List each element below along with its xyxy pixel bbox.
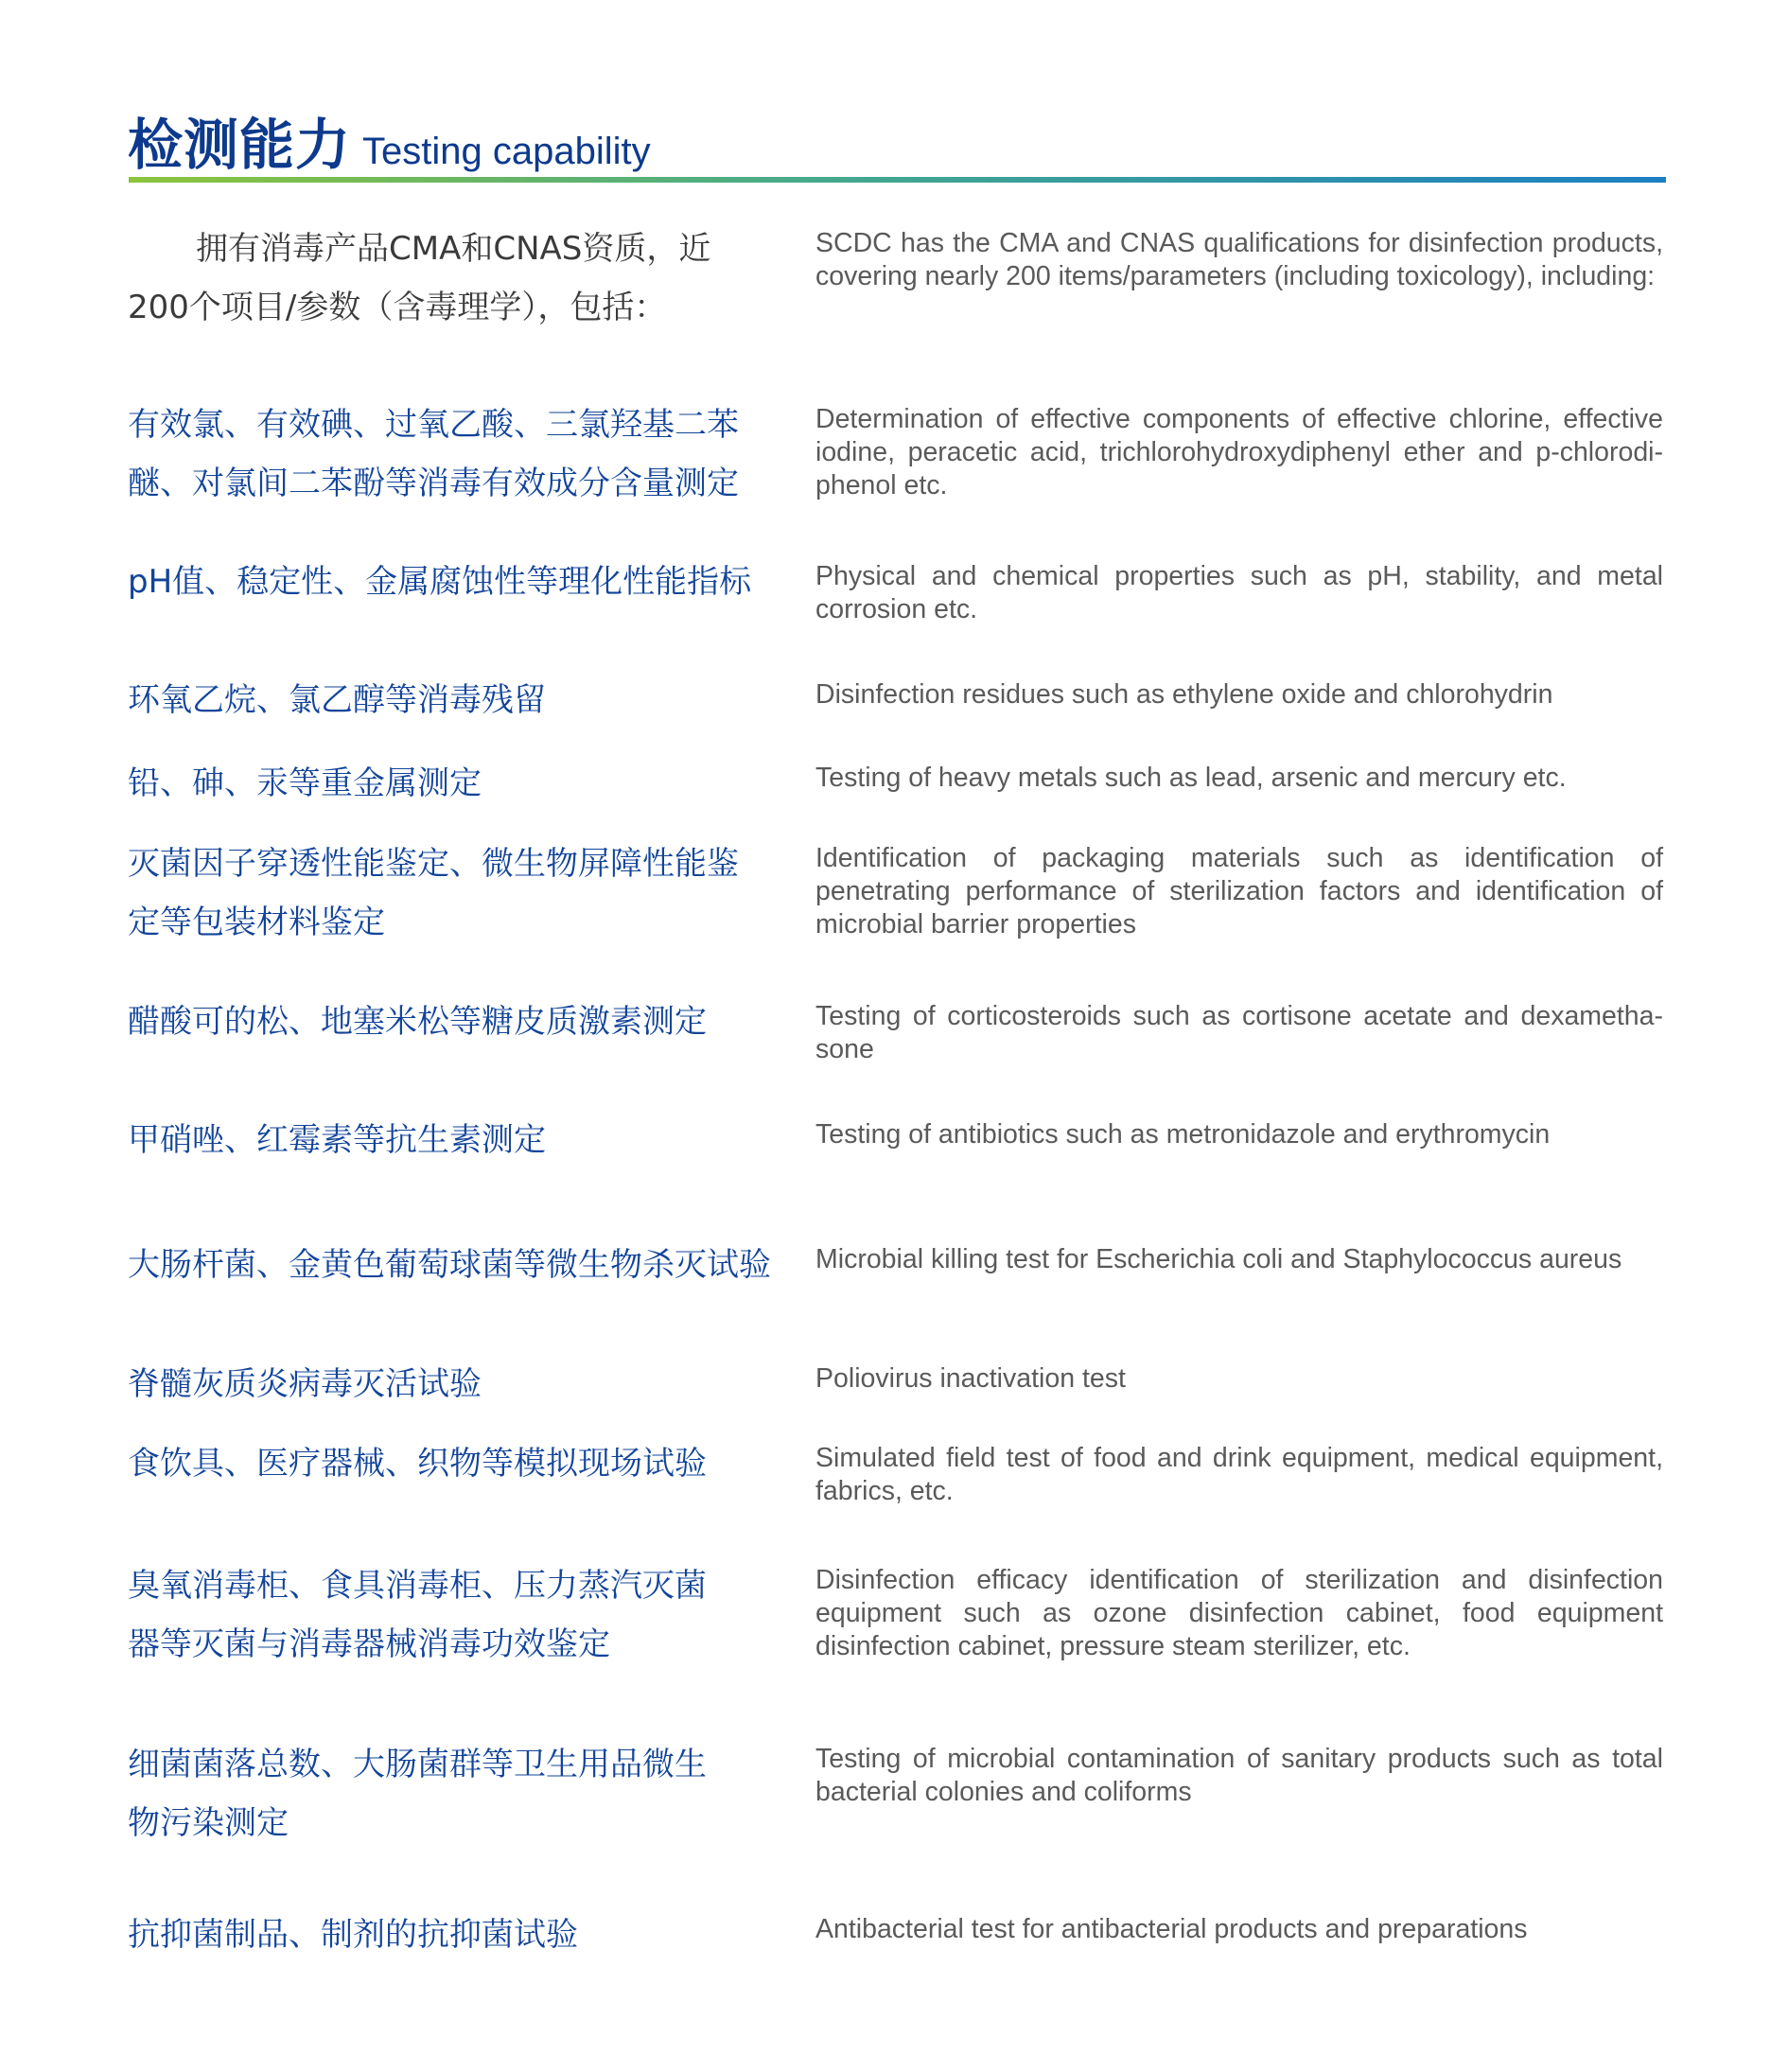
page-title <box>128 100 651 180</box>
item-en: Microbial killing test for Escherichia coli and Staphylococcus aureus <box>815 1244 1622 1274</box>
item-cn: 灭菌因子穿透性能鉴定、微生物屏障性能鉴 定等包装材料鉴定 <box>128 845 739 941</box>
item-en: Disinfection efficacy identification of sterilization and disinfection equipment such as ozone disinfection cabinet, food equipment disinfection cabinet, pressure steam sterilizer, etc. <box>815 1565 1663 1661</box>
item-cn: 臭氧消毒柜、食具消毒柜、压力蒸汽灭菌 器等灭菌与消毒器械消毒功效鉴定 <box>128 1567 707 1663</box>
item-en: Simulated field test of food and drink equipment, medical equipment, fabrics, etc. <box>815 1443 1663 1506</box>
item-cn: 有效氯、有效碘、过氧乙酸、三氯羟基二苯 醚、对氯间二苯酚等消毒有效成分含量测定 <box>128 406 739 502</box>
item-en: Determination of effective components of effective chlorine, effective iodine, peracetic acid, trichlorohydroxydiphenyl ether and p-chlorodi-phenol etc. <box>815 404 1663 500</box>
title-underline <box>129 177 1666 183</box>
item-cn: 脊髓灰质炎病毒灭活试验 <box>128 1365 482 1403</box>
item-cn: 细菌菌落总数、大肠菌群等卫生用品微生 物污染测定 <box>128 1746 707 1842</box>
intro-en: SCDC has the CMA and CNAS qualifications for disinfection products, covering nearly 200 items/parameters (including toxicology), including: <box>815 228 1663 291</box>
item-en: Poliovirus inactivation test <box>815 1363 1126 1394</box>
item-en: Identification of packaging materials such as identification of penetrating performance of sterilization factors and identification of microbial barrier properties <box>815 843 1663 939</box>
page-title-en: Testing capability <box>362 131 651 172</box>
item-cn: 铅、砷、汞等重金属测定 <box>128 764 482 802</box>
item-cn: pH值、稳定性、金属腐蚀性等理化性能指标 <box>128 563 752 601</box>
item-cn: 食饮具、医疗器械、织物等模拟现场试验 <box>128 1445 707 1483</box>
item-cn: 环氧乙烷、氯乙醇等消毒残留 <box>128 681 546 719</box>
item-cn: 大肠杆菌、金黄色葡萄球菌等微生物杀灭试验 <box>128 1246 771 1284</box>
item-cn: 抗抑菌制品、制剂的抗抑菌试验 <box>128 1916 578 1954</box>
item-cn: 醋酸可的松、地塞米松等糖皮质激素测定 <box>128 1003 707 1041</box>
item-cn: 甲硝唑、红霉素等抗生素测定 <box>128 1121 546 1159</box>
item-en: Disinfection residues such as ethylene oxide and chlorohydrin <box>815 679 1553 710</box>
item-en: Testing of microbial contamination of sanitary products such as total bacterial colonies and coliforms <box>815 1744 1663 1807</box>
item-en: Testing of antibiotics such as metronidazole and erythromycin <box>815 1119 1551 1150</box>
page-title-cn: 检测能力 <box>128 113 352 177</box>
item-en: Testing of heavy metals such as lead, arsenic and mercury etc. <box>815 763 1567 793</box>
item-en: Antibacterial test for antibacterial products and preparations <box>815 1914 1528 1944</box>
item-en: Testing of corticosteroids such as cortisone acetate and dexametha-sone <box>815 1001 1663 1064</box>
item-en: Physical and chemical properties such as pH, stability, and metal corrosion etc. <box>815 561 1663 624</box>
intro-cn: 拥有消毒产品CMA和CNAS资质，近200个项目/参数（含毒理学），包括： <box>128 230 711 326</box>
